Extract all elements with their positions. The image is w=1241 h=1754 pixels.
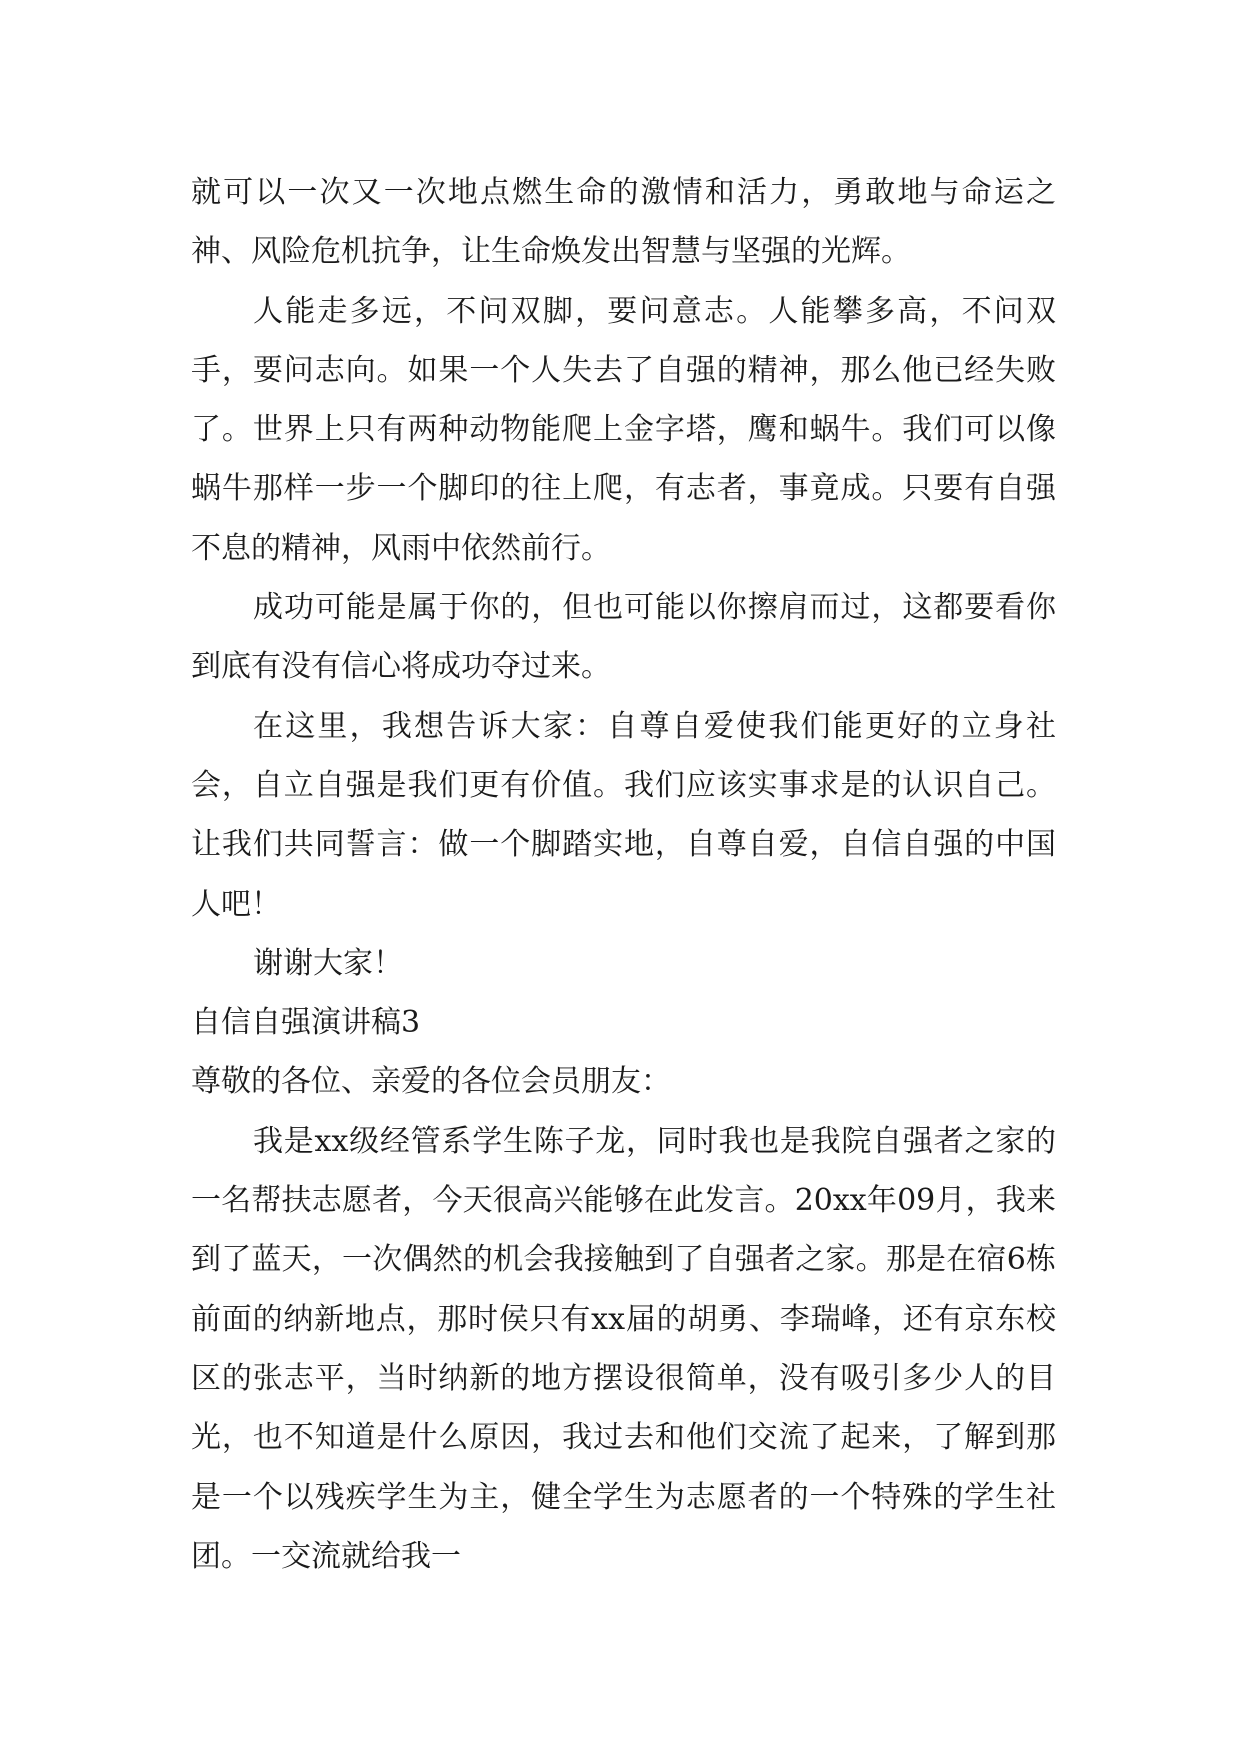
paragraph-4: 在这里，我想告诉大家：自尊自爱使我们能更好的立身社会，自立自强是我们更有价值。我们应该实事求是的认识自己。让我们共同誓言：做一个脚踏实地，自尊自爱，自信自强的中国人吧！ xyxy=(191,708,1056,922)
paragraph-thanks: 谢谢大家！ xyxy=(253,945,403,981)
salutation: 尊敬的各位、亲爱的各位会员朋友： xyxy=(191,1064,671,1100)
document-body xyxy=(191,163,1056,1586)
paragraph-3: 成功可能是属于你的，但也可能以你擦肩而过，这都要看你到底有没有信心将成功夺过来。 xyxy=(191,590,1056,685)
paragraph-2: 人能走多远，不问双脚，要问意志。人能攀多高，不问双手，要问志向。如果一个人失去了自强的精神，那么他已经失败了。世界上只有两种动物能爬上金字塔，鹰和蜗牛。我们可以像蜗牛那样一步一个脚印的往上爬，有志者，事竟成。只要有自强不息的精神，风雨中依然前行。 xyxy=(191,293,1056,566)
section-title: 自信自强演讲稿3 xyxy=(191,1005,421,1041)
paragraph-5: 我是xx级经管系学生陈子龙，同时我也是我院自强者之家的一名帮扶志愿者，今天很高兴能够在此发言。20xx年09月，我来到了蓝天，一次偶然的机会我接触到了自强者之家。那是在宿6栋前面的纳新地点，那时侯只有xx届的胡勇、李瑞峰，还有京东校区的张志平，当时纳新的地方摆设很简单，没有吸引多少人的目光，也不知道是什么原因，我过去和他们交流了起来，了解到那是一个以残疾学生为主，健全学生为志愿者的一个特殊的学生社团。一交流就给我一 xyxy=(191,1123,1056,1574)
paragraph-1: 就可以一次又一次地点燃生命的激情和活力，勇敢地与命运之神、风险危机抗争，让生命焕发出智慧与坚强的光辉。 xyxy=(191,175,1056,270)
